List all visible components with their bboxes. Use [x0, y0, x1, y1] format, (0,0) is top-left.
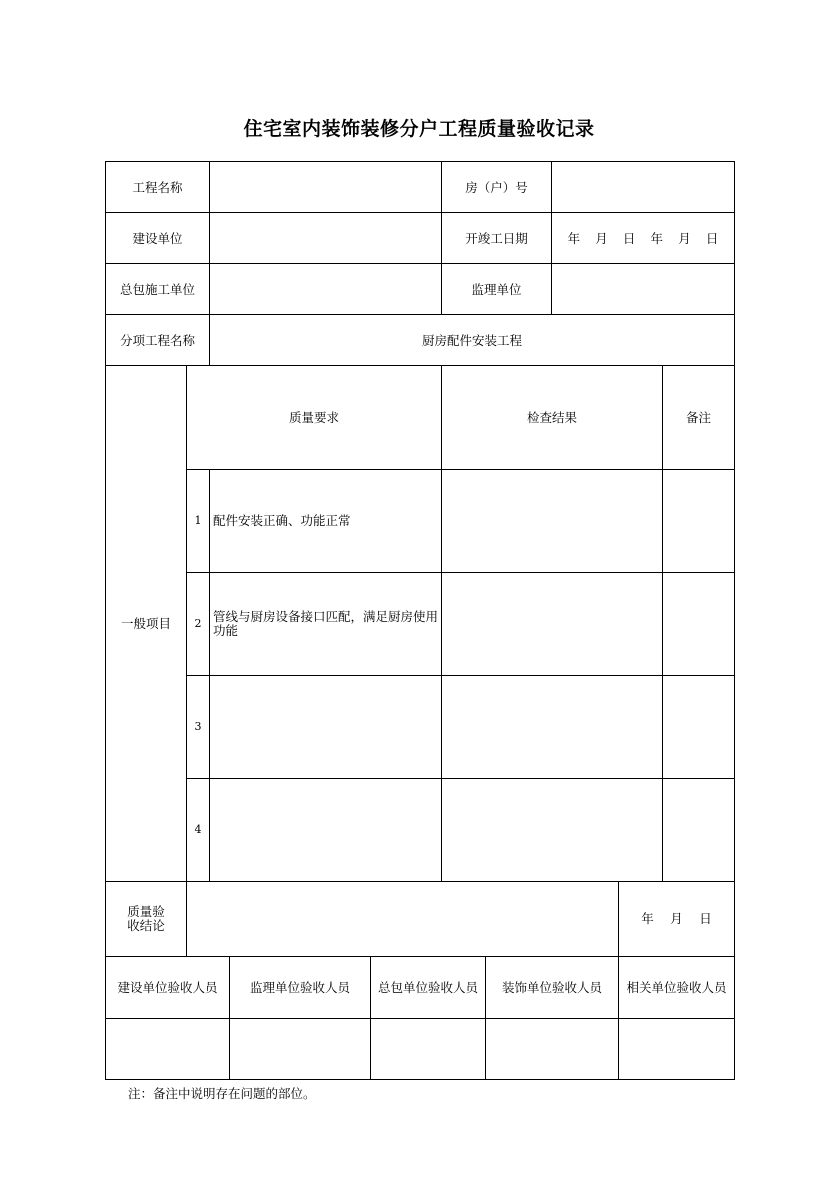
signature-cell[interactable] — [105, 1018, 230, 1080]
label-room-no: 房（户）号 — [441, 161, 552, 214]
label-general-items: 一般项目 — [105, 365, 187, 882]
conclusion-field[interactable] — [186, 881, 619, 957]
header-inspection-result: 检查结果 — [441, 365, 663, 470]
item-number: 3 — [186, 675, 210, 779]
item-requirement[interactable] — [209, 778, 442, 882]
item-requirement: 配件安装正确、功能正常 — [209, 469, 442, 573]
signatory-supervisor-label: 监理单位验收人员 — [229, 956, 371, 1019]
label-conclusion: 质量验收结论 — [105, 881, 187, 957]
label-builder: 建设单位 — [105, 212, 210, 265]
item-remark-cell[interactable] — [662, 778, 735, 882]
item-number: 2 — [186, 572, 210, 676]
item-inspection-result-cell[interactable] — [441, 572, 663, 676]
item-number: 1 — [186, 469, 210, 573]
item-requirement[interactable] — [209, 675, 442, 779]
item-inspection-result-cell[interactable] — [441, 469, 663, 573]
header-remark: 备注 — [662, 365, 735, 470]
signatory-decoration-label: 装饰单位验收人员 — [485, 956, 619, 1019]
label-sub-project-name: 分项工程名称 — [105, 314, 210, 367]
signatory-contractor-label: 总包单位验收人员 — [370, 956, 486, 1019]
signature-cell[interactable] — [618, 1018, 735, 1080]
footnote: 注：备注中说明存在问题的部位。 — [128, 1086, 316, 1101]
conclusion-day: 日 — [699, 911, 712, 926]
end-year: 年 — [650, 230, 664, 246]
item-remark-cell[interactable] — [662, 572, 735, 676]
item-inspection-result-cell[interactable] — [441, 778, 663, 882]
signatory-builder-label: 建设单位验收人员 — [105, 956, 230, 1019]
project-name-field[interactable] — [209, 161, 442, 214]
label-project-name: 工程名称 — [105, 161, 210, 214]
start-end-date-field[interactable] — [551, 212, 735, 265]
conclusion-year: 年 — [641, 911, 654, 926]
signature-cell[interactable] — [485, 1018, 619, 1080]
label-supervisor: 监理单位 — [441, 263, 552, 316]
room-no-field[interactable] — [551, 161, 735, 214]
item-remark-cell[interactable] — [662, 675, 735, 779]
signature-cell[interactable] — [229, 1018, 371, 1080]
label-general-contractor: 总包施工单位 — [105, 263, 210, 316]
header-quality-requirement: 质量要求 — [186, 365, 442, 470]
sub-project-name-field[interactable]: 厨房配件安装工程 — [209, 314, 735, 367]
signatory-related-label: 相关单位验收人员 — [618, 956, 735, 1019]
end-day: 日 — [705, 230, 719, 246]
item-number: 4 — [186, 778, 210, 882]
item-inspection-result-cell[interactable] — [441, 675, 663, 779]
signature-cell[interactable] — [370, 1018, 486, 1080]
end-month: 月 — [678, 230, 691, 246]
form-title: 住宅室内装饰装修分户工程质量验收记录 — [243, 118, 595, 140]
start-year: 年 — [567, 230, 581, 246]
general-contractor-field[interactable] — [209, 263, 442, 316]
start-month: 月 — [595, 230, 608, 246]
conclusion-month: 月 — [670, 911, 683, 926]
conclusion-date[interactable] — [618, 881, 735, 957]
label-start-end-date: 开竣工日期 — [441, 212, 552, 265]
item-remark-cell[interactable] — [662, 469, 735, 573]
item-requirement: 管线与厨房设备接口匹配，满足厨房使用功能 — [209, 572, 442, 676]
start-day: 日 — [622, 230, 636, 246]
builder-field[interactable] — [209, 212, 442, 265]
supervisor-field[interactable] — [551, 263, 735, 316]
